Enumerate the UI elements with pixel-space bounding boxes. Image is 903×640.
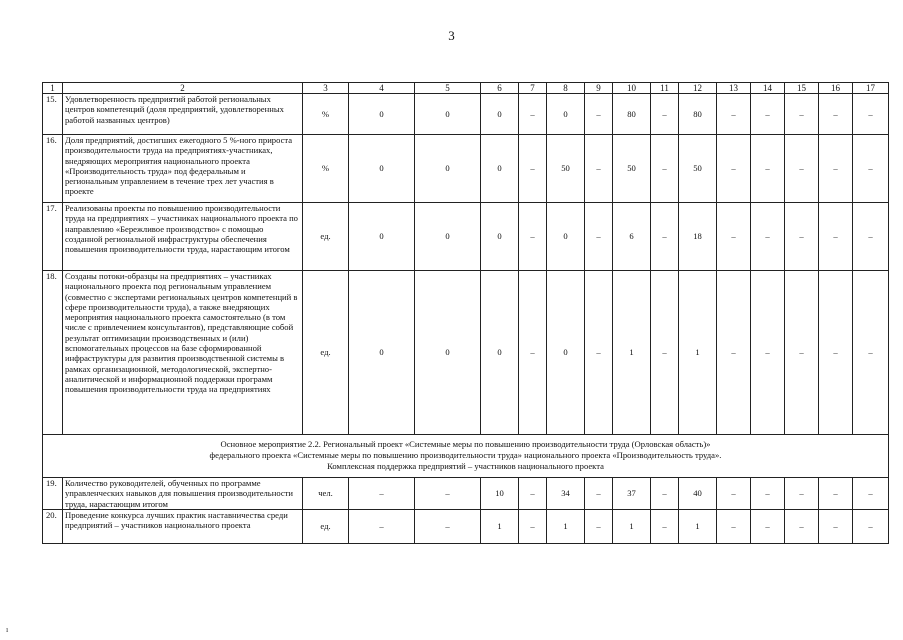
value-cell: 80 <box>679 94 717 135</box>
column-header: 11 <box>651 83 679 94</box>
value-cell: 1 <box>679 509 717 543</box>
value-cell: – <box>717 271 751 435</box>
value-cell: – <box>785 203 819 271</box>
value-cell: – <box>785 509 819 543</box>
value-cell: – <box>853 509 889 543</box>
table-row <box>43 271 889 435</box>
value-cell: 0 <box>547 94 585 135</box>
value-cell: – <box>751 509 785 543</box>
value-cell: 0 <box>349 203 415 271</box>
column-header: 1 <box>43 83 63 94</box>
column-header: 14 <box>751 83 785 94</box>
value-cell: – <box>717 135 751 203</box>
column-header: 2 <box>63 83 303 94</box>
value-cell: – <box>853 135 889 203</box>
value-cell: – <box>717 203 751 271</box>
value-cell: 0 <box>415 94 481 135</box>
column-header: 13 <box>717 83 751 94</box>
value-cell: 0 <box>481 203 519 271</box>
value-cell: – <box>819 271 853 435</box>
value-cell: – <box>751 94 785 135</box>
unit-cell: чел. <box>303 478 349 510</box>
table-row <box>43 94 889 135</box>
value-cell: – <box>717 478 751 510</box>
unit-cell: ед. <box>303 271 349 435</box>
value-cell: – <box>519 478 547 510</box>
value-cell: 50 <box>679 135 717 203</box>
value-cell: – <box>415 478 481 510</box>
value-cell: – <box>415 509 481 543</box>
value-cell: 1 <box>613 509 651 543</box>
value-cell: – <box>651 478 679 510</box>
value-cell: – <box>585 135 613 203</box>
value-cell: – <box>751 271 785 435</box>
column-header: 8 <box>547 83 585 94</box>
unit-cell: % <box>303 135 349 203</box>
indicator-name: Количество руководителей, обученных по программе управленческих навыков для повышения производительности труда, нарастающим итогом <box>63 478 303 510</box>
row-number: 18. <box>43 271 63 435</box>
value-cell: – <box>751 203 785 271</box>
value-cell: 34 <box>547 478 585 510</box>
value-cell: 0 <box>481 135 519 203</box>
column-header: 3 <box>303 83 349 94</box>
value-cell: – <box>785 478 819 510</box>
value-cell: 0 <box>415 135 481 203</box>
value-cell: – <box>751 135 785 203</box>
value-cell: – <box>519 509 547 543</box>
table-row <box>43 135 889 203</box>
value-cell: 0 <box>349 135 415 203</box>
table-row <box>43 478 889 510</box>
value-cell: – <box>785 94 819 135</box>
value-cell: – <box>819 478 853 510</box>
table-body <box>43 83 889 544</box>
row-number: 19. <box>43 478 63 510</box>
column-header: 15 <box>785 83 819 94</box>
section-header <box>43 435 889 478</box>
column-header: 10 <box>613 83 651 94</box>
value-cell: – <box>819 509 853 543</box>
value-cell: – <box>651 94 679 135</box>
value-cell: – <box>751 478 785 510</box>
value-cell: 0 <box>481 94 519 135</box>
value-cell: 0 <box>349 94 415 135</box>
value-cell: 10 <box>481 478 519 510</box>
value-cell: – <box>349 509 415 543</box>
value-cell: – <box>585 509 613 543</box>
value-cell: 50 <box>613 135 651 203</box>
corner-mark: ı <box>6 625 9 634</box>
value-cell: – <box>519 271 547 435</box>
column-header: 4 <box>349 83 415 94</box>
table-row <box>43 203 889 271</box>
section-title-line: федерального проекта «Системные меры по повышению производительности труда» национального проекта «Производительность труда». <box>209 450 722 460</box>
row-number: 16. <box>43 135 63 203</box>
value-cell: 0 <box>415 271 481 435</box>
indicators-table <box>42 82 889 544</box>
value-cell: – <box>853 271 889 435</box>
value-cell: – <box>717 509 751 543</box>
value-cell: – <box>519 203 547 271</box>
row-number: 20. <box>43 509 63 543</box>
section-title-line: Комплексная поддержка предприятий – участников национального проекта <box>327 461 604 471</box>
value-cell: – <box>785 135 819 203</box>
value-cell: – <box>519 135 547 203</box>
value-cell: – <box>585 478 613 510</box>
page-number: 3 <box>448 28 455 43</box>
value-cell: 0 <box>547 203 585 271</box>
column-header: 9 <box>585 83 613 94</box>
value-cell: 50 <box>547 135 585 203</box>
value-cell: – <box>819 203 853 271</box>
value-cell: – <box>819 94 853 135</box>
column-header-row <box>43 83 889 94</box>
section-header-row <box>43 435 889 478</box>
row-number: 15. <box>43 94 63 135</box>
value-cell: – <box>819 135 853 203</box>
indicator-name: Созданы потоки-образцы на предприятиях – участниках национального проекта под региональным управлением (совместно с экспертами региональных центров компетенций в сфере производительности труда), а также внедряющих мероприятия национального проекта самостоятельно (в том числе с привлечением консультантов), представляющие собой результат оптимизации производственных и (или) вспомогательных процессов на базе сформированной инфраструктуры для развития производственной системы в рамках организационной, методологической, экспертно-аналитической и информационной поддержки программ повышения производительности труда на предприятиях <box>63 271 303 435</box>
column-header: 7 <box>519 83 547 94</box>
value-cell: 0 <box>415 203 481 271</box>
unit-cell: ед. <box>303 509 349 543</box>
value-cell: – <box>585 94 613 135</box>
value-cell: – <box>853 203 889 271</box>
value-cell: – <box>651 509 679 543</box>
value-cell: 80 <box>613 94 651 135</box>
value-cell: – <box>785 271 819 435</box>
value-cell: – <box>585 271 613 435</box>
indicator-name: Проведение конкурса лучших практик наставничества среди предприятий – участников национального проекта <box>63 509 303 543</box>
value-cell: 40 <box>679 478 717 510</box>
column-header: 12 <box>679 83 717 94</box>
value-cell: 0 <box>481 271 519 435</box>
value-cell: – <box>519 94 547 135</box>
value-cell: 1 <box>547 509 585 543</box>
value-cell: – <box>651 135 679 203</box>
value-cell: – <box>585 203 613 271</box>
value-cell: 1 <box>613 271 651 435</box>
value-cell: – <box>853 478 889 510</box>
value-cell: 0 <box>547 271 585 435</box>
value-cell: – <box>349 478 415 510</box>
indicator-name: Доля предприятий, достигших ежегодного 5 %-ного прироста производительности труда на предприятиях-участниках, внедряющих мероприятия национального проекта «Производительность труда» под федеральным и региональным управлением в течение трех лет участия в проекте <box>63 135 303 203</box>
row-number: 17. <box>43 203 63 271</box>
column-header: 5 <box>415 83 481 94</box>
value-cell: 1 <box>679 271 717 435</box>
value-cell: 0 <box>349 271 415 435</box>
value-cell: – <box>717 94 751 135</box>
indicator-name: Удовлетворенность предприятий работой региональных центров компетенций (доля предприятий, удовлетворенных работой названных центров) <box>63 94 303 135</box>
unit-cell: % <box>303 94 349 135</box>
indicator-name: Реализованы проекты по повышению производительности труда на предприятиях – участниках национального проекта по направлению «Бережливое производство» с помощью созданной региональной инфраструктуры обеспечения повышения производительности труда, нарастающим итогом <box>63 203 303 271</box>
value-cell: 6 <box>613 203 651 271</box>
value-cell: – <box>651 271 679 435</box>
value-cell: 1 <box>481 509 519 543</box>
column-header: 16 <box>819 83 853 94</box>
column-header: 17 <box>853 83 889 94</box>
column-header: 6 <box>481 83 519 94</box>
value-cell: – <box>853 94 889 135</box>
table-row <box>43 509 889 543</box>
section-title-line: Основное мероприятие 2.2. Региональный проект «Системные меры по повышению производительности труда (Орловская область)» <box>220 439 711 449</box>
value-cell: 37 <box>613 478 651 510</box>
value-cell: 18 <box>679 203 717 271</box>
value-cell: – <box>651 203 679 271</box>
unit-cell: ед. <box>303 203 349 271</box>
